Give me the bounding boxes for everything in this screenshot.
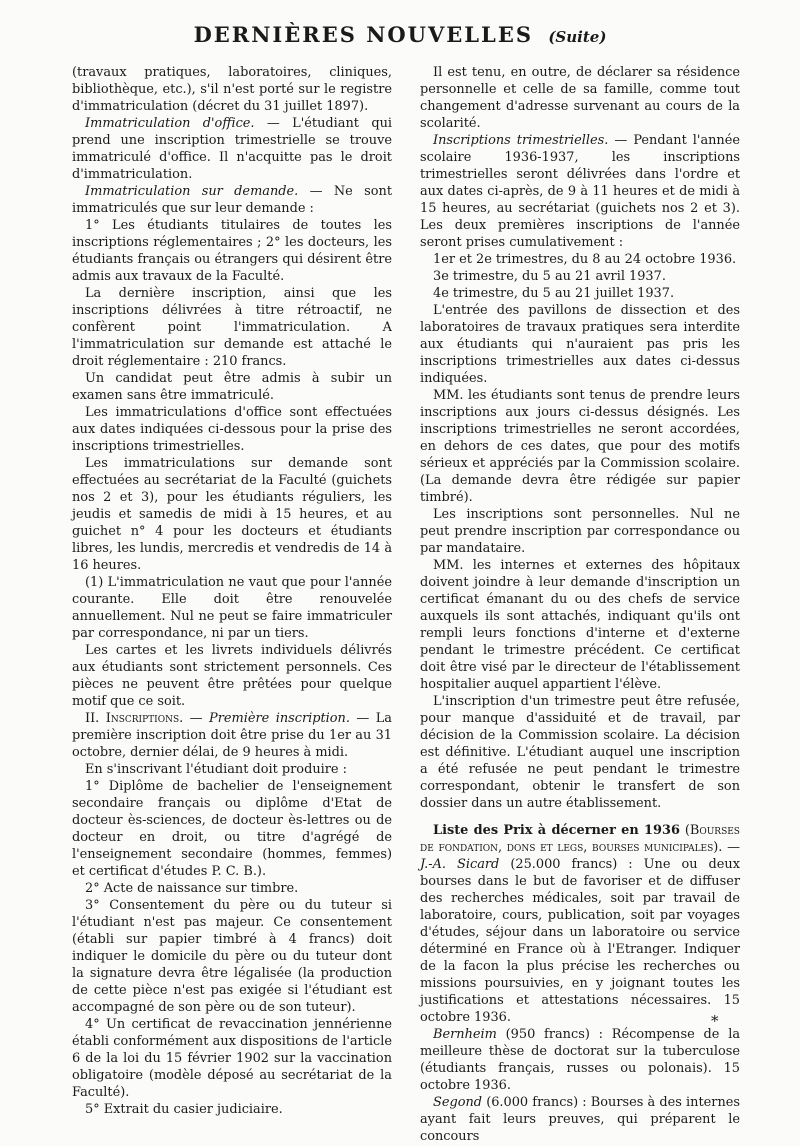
paragraph-title: Première inscription. bbox=[209, 711, 350, 726]
paragraph-text: — Ne sont immatriculés que sur leur demande : bbox=[72, 184, 393, 216]
paragraph: 4° Un certificat de revaccination jennérienne établi conformément aux dispositions de l'article 6 de la loi du 15 février 1902 sur la vaccination obligatoire (modèle déposé au secrétariat de la Faculté). bbox=[72, 1017, 392, 1100]
paragraph-title: Immatriculation sur demande. bbox=[85, 184, 299, 199]
paragraph bbox=[420, 1094, 740, 1145]
left-column bbox=[72, 64, 392, 1118]
paragraph-title: Inscriptions trimestrielles. bbox=[433, 133, 609, 148]
prize-name: Bernheim bbox=[433, 1027, 497, 1042]
paragraph: Un candidat peut être admis à subir un examen sans être immatriculé. bbox=[72, 371, 392, 403]
schedule-line: 1er et 2e trimestres, du 8 au 24 octobre 1936. bbox=[433, 252, 737, 267]
paragraph-title: Immatriculation d'office. bbox=[85, 116, 255, 131]
paragraph: MM. les étudiants sont tenus de prendre leurs inscriptions aux jours ci-dessus désignés. Les inscriptions trimestrielles ne seront accordées, en dehors de ces dates, que pour des motifs sérieux et appréciés par la Commission scolaire. (La demande devra être rédigée sur papier timbré). bbox=[420, 388, 740, 505]
paragraph: Les inscriptions sont personnelles. Nul ne peut prendre inscription par correspondance ou par mandataire. bbox=[420, 507, 740, 556]
paragraph bbox=[420, 132, 740, 251]
paragraph: L'inscription d'un trimestre peut être refusée, pour manque d'assiduité et de travail, par décision de la Commission scolaire. La décision est définitive. L'étudiant auquel une inscription a été refusée ne peut pendant le trimestre correspondant, obtenir le transfert de son dossier dans un autre établissement. bbox=[420, 694, 740, 811]
paragraph bbox=[72, 115, 392, 183]
header-subtitle: (Suite) bbox=[548, 28, 607, 46]
paragraph: MM. les internes et externes des hôpitaux doivent joindre à leur demande d'inscription un certificat émanant du ou des chefs de service auxquels ils sont attachés, indiquant qu'ils ont rempli leurs fonctions d'interne et d'externe pendant le trimestre précédent. Ce certificat doit être visé par le directeur de l'établissement hospitalier auquel appartient l'élève. bbox=[420, 558, 740, 692]
paragraph bbox=[72, 183, 392, 217]
prize-list-title: Liste des Prix à décerner en 1936 bbox=[433, 823, 680, 838]
paragraph-text: (950 francs) : Récompense de la meilleure thèse de doctorat sur la tuberculose (étudiants français, russes ou polonais). 15 octobre 1936. bbox=[420, 1027, 740, 1093]
paragraph: 1° Diplôme de bachelier de l'enseignement secondaire français ou diplôme d'Etat de docteur ès-sciences, de docteur ès-lettres ou de docteur en droit, ou titre d'agrégé de l'enseignement secondaire (hommes, femmes) et certificat d'études P. C. B.). bbox=[72, 779, 392, 879]
section-heading: II. Inscriptions. bbox=[85, 711, 184, 726]
paragraph: (travaux pratiques, laboratoires, cliniques, bibliothèque, etc.), s'il n'est porté sur le registre d'immatriculation (décret du 31 juillet 1897). bbox=[72, 65, 392, 114]
paragraph: 3° Consentement du père ou du tuteur si l'étudiant n'est pas majeur. Ce consentement (établi sur papier timbré à 4 francs) doit indiquer le domicile du père ou du tuteur dont la signature devra être légalisée (la production de cette pièce n'est pas exigée si l'étudiant est accompagné de son père ou de son tuteur). bbox=[72, 898, 392, 1015]
paragraph: Il est tenu, en outre, de déclarer sa résidence personnelle et celle de sa famille, comme tout changement d'adresse survenant au cours de la scolarité. bbox=[420, 65, 740, 131]
paragraph: 5° Extrait du casier judiciaire. bbox=[85, 1102, 283, 1117]
paragraph: 1° Les étudiants titulaires de toutes les inscriptions réglementaires ; 2° les docteurs, les étudiants français ou étrangers qui désirent être admis aux travaux de la Faculté. bbox=[72, 218, 392, 284]
paragraph: Les cartes et les livrets individuels délivrés aux étudiants sont strictement personnels. Ces pièces ne peuvent être prêtées pour quelque motif que ce soit. bbox=[72, 643, 392, 709]
paragraph: II. Inscriptions. — Première inscription. — La première inscription doit être prise du 1er au 31 octobre, dernier délai, de 9 heures à midi. bbox=[72, 711, 392, 760]
paragraph bbox=[420, 1026, 740, 1094]
paragraph: Les immatriculations sur demande sont effectuées au secrétariat de la Faculté (guichets nos 2 et 3), pour les étudiants réguliers, les jeudis et samedis de midi à 15 heures, et au guichet n° 4 pour les docteurs et étudiants libres, les lundis, mercredis et vendredis de 14 à 16 heures. bbox=[72, 456, 392, 573]
page-header bbox=[0, 22, 800, 47]
paragraph-text: — L'étudiant qui prend une inscription trimestrielle se trouve immatriculé d'office. Il n'acquitte pas le droit d'immatriculation. bbox=[72, 116, 392, 182]
paragraph: Les immatriculations d'office sont effectuées aux dates indiquées ci-dessous pour la prise des inscriptions trimestrielles. bbox=[72, 405, 392, 454]
paragraph-text: — Pendant l'année scolaire 1936-1937, les inscriptions trimestrielles seront délivrées dans l'ordre et aux dates ci-après, de 9 à 11 heures et de midi à 15 heures, au secrétariat (guichets nos 2 et 3). Les deux premières inscriptions de l'année seront prises cumulativement : bbox=[420, 133, 740, 250]
paragraph: 2° Acte de naissance sur timbre. bbox=[85, 881, 299, 896]
paragraph-text: — La première inscription doit être prise du 1er au 31 octobre, dernier délai, de 9 heures à midi. bbox=[72, 711, 392, 760]
prize-list-subtitle: (Bourses de fondation, dons et legs, bourses municipales). bbox=[420, 823, 740, 855]
paragraph: La dernière inscription, ainsi que les inscriptions délivrées à titre rétroactif, ne confèrent point l'immatriculation. A l'immatriculation sur demande est attaché le droit réglementaire : 210 francs. bbox=[72, 286, 392, 369]
right-column bbox=[420, 64, 740, 1145]
prize-list-paragraph: Liste des Prix à décerner en 1936 (Bourses de fondation, dons et legs, bourses municipales). — J.-A. Sicard (25.000 francs) : Une ou deux bourses dans le but de favoriser et de diffuser des recherches médicales, soit par travail de laboratoire, cours, publication, soit par voyages d'études, séjour dans un laboratoire ou service déterminé en France où à l'Etranger. Indiquer de la facon la plus précise les recherches ou missions poursuivies, en y joignant toutes les justifications et attestations nécessaires. 15 octobre 1936. bbox=[420, 823, 740, 1025]
paragraph: L'entrée des pavillons de dissection et des laboratoires de travaux pratiques sera interdite aux étudiants qui n'auraient pas pris les inscriptions trimestrielles aux dates ci-dessus indiquées. bbox=[420, 303, 740, 386]
paragraph-text: (6.000 francs) : Bourses à des internes ayant fait leurs preuves, qui préparent le concours bbox=[420, 1095, 740, 1144]
paragraph-text: (25.000 francs) : Une ou deux bourses dans le but de favoriser et de diffuser des recherches médicales, soit par travail de laboratoire, cours, publication, soit par voyages d'études, séjour dans un laboratoire ou service déterminé en France où à l'Etranger. Indiquer de la facon la plus précise les recherches ou missions poursuivies, en y joignant toutes les justifications et attestations nécessaires. 15 octobre 1936. bbox=[420, 857, 740, 1025]
paragraph: En s'inscrivant l'étudiant doit produire : bbox=[85, 762, 347, 777]
schedule-line: 4e trimestre, du 5 au 21 juillet 1937. bbox=[433, 286, 675, 301]
prize-name: J.-A. Sicard bbox=[420, 857, 500, 872]
prize-name: Segond bbox=[433, 1095, 483, 1110]
schedule-line: 3e trimestre, du 5 au 21 avril 1937. bbox=[433, 269, 666, 284]
star-ornament: * bbox=[711, 1012, 719, 1030]
paragraph: (1) L'immatriculation ne vaut que pour l'année courante. Elle doit être renouvelée annuellement. Nul ne peut se faire immatriculer par correspondance, ni par un tiers. bbox=[72, 575, 392, 641]
header-title: DERNIÈRES NOUVELLES bbox=[193, 22, 533, 47]
